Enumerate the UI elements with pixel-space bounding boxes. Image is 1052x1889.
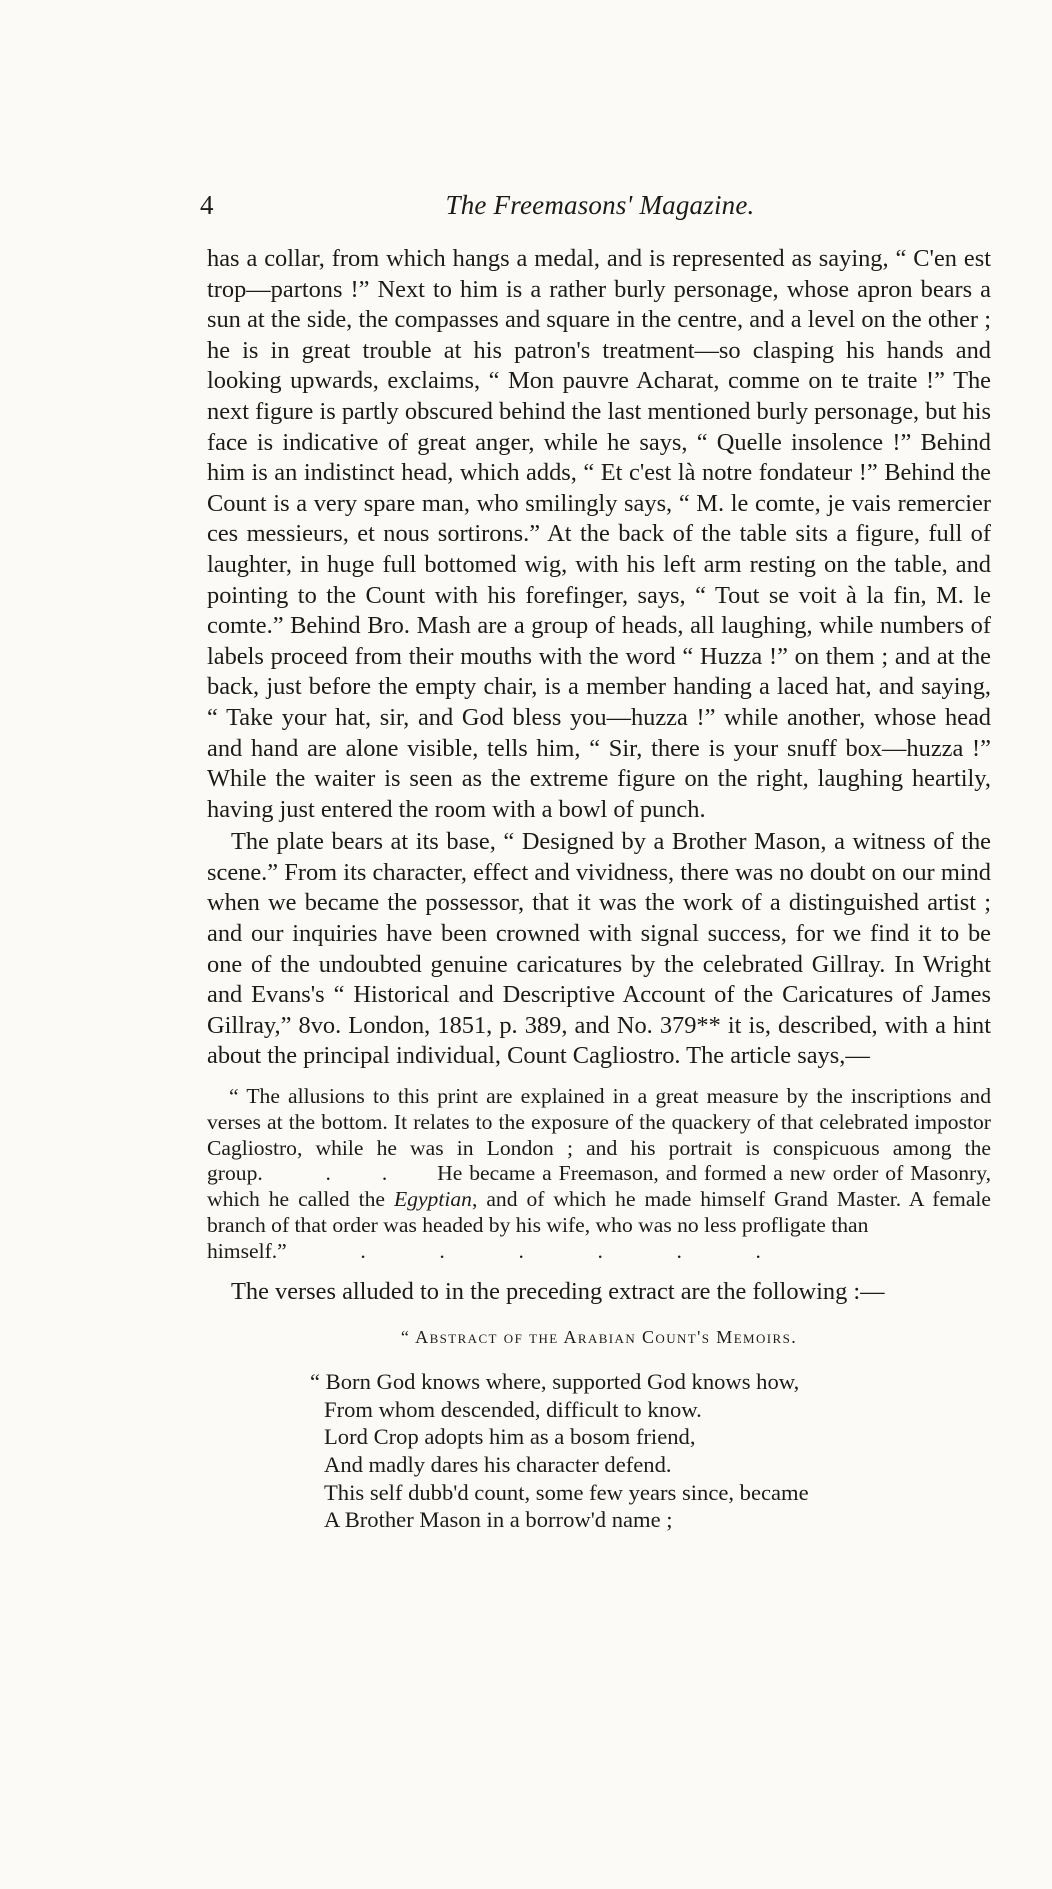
quote-closing-line [207,1239,991,1265]
quote-part-1: “ The allusions to this print are explained in a great measure by the inscriptions and verses at the bottom. It relates to the exposure of the quackery of that celebrated impostor Cagliostro, while he was in London ; and his portrait is conspicuous among the group. [207,1084,991,1186]
paragraph-attribution: The plate bears at its base, “ Designed by a Brother Mason, a witness of the scene.” From its character, effect and vividness, there was no doubt on our mind when we became the possessor, that it was the work of a distinguished artist ; and our inquiries have been crowned with signal success, for we find it to be one of the undoubted genuine caricatures by the celebrated Gillray. In Wright and Evans's “ Historical and Descriptive Account of the Caricatures of James Gillray,” 8vo. London, 1851, p. 389, and No. 379** it is, described, with a hint about the principal individual, Count Cagliostro. The article says,— [207,828,991,1070]
block-quote [207,1084,991,1265]
ellipsis-dot: . [755,1238,761,1263]
verse-line: From whom descended, difficult to know. [324,1396,702,1422]
verse-line: Lord Crop adopts him as a bosom friend, [324,1424,696,1450]
ellipsis-dot: . [439,1238,445,1263]
verse-line: A Brother Mason in a borrow'd name ; [324,1507,673,1533]
verse-line: And madly dares his character defend. [324,1451,672,1477]
verse-title: “ Abstract of the Arabian Count's Memoirs. [400,1327,798,1348]
verses-lead-in: The verses alluded to in the preceding extract are the following :— [231,1277,885,1305]
quote-last-word: himself.” [207,1238,287,1263]
paragraph-description: has a collar, from which hangs a medal, and is represented as saying, “ C'en est trop—partons !” Next to him is a rather burly personage, whose apron bears a sun at the side, the compasses and square in the centre, and a level on the other ; he is in great trouble at his patron's treatment—so clasping his hands and looking upwards, exclaims, “ Mon pauvre Acharat, comme on te traite !” The next figure is partly obscured behind the last mentioned burly personage, but his face is indicative of great anger, while he says, “ Quelle insolence !” Behind him is an indistinct head, which adds, “ Et c'est là notre fondateur !” Behind the Count is a very spare man, who smilingly says, “ M. le comte, je vais remercier ces messieurs, et nous sortirons.” At the back of the table sits a figure, full of laughter, in huge full bottomed wig, with his left arm resting on the table, and pointing to the Count with his forefinger, says, “ Tout se voit à la fin, M. le comte.” Behind Bro. Mash are a group of heads, all laughing, while numbers of labels proceed from their mouths with the word “ Huzza !” on them ; and at the back, just before the empty chair, is a member handing a laced hat, and saying, “ Take your hat, sir, and God bless you—huzza !” while another, whose head and hand are alone visible, tells him, “ Sir, there is your snuff box—huzza !” While the waiter is seen as the extreme figure on the right, laughing heartily, having just entered the room with a bowl of punch. [207,245,991,823]
page-header [200,190,1000,230]
quote-text [207,1084,991,1239]
verse-block [310,1368,991,1534]
running-title: The Freemasons' Magazine. [445,190,755,220]
ellipsis-dot: . [597,1238,603,1263]
article-body [207,244,991,1534]
ellipsis-dot: . [360,1238,366,1263]
quote-italic-word: Egyptian [393,1187,472,1212]
page-number: 4 [200,190,214,220]
verse-line: “ Born God knows where, supported God knows how, [310,1369,800,1395]
quote-part-3: , and of which he made himself Grand Master. A female branch of that order was headed by his wife, who was no less profligate than [207,1187,991,1238]
ellipsis-dot: . [676,1238,682,1263]
quote-part-2: He became a Freemason, and formed a new order of Masonry, which he called the [207,1161,991,1212]
quote-ellipsis: . . [325,1161,410,1186]
verse-line: This self dubb'd count, some few years since, became [324,1479,809,1505]
ellipsis-dot: . [518,1238,524,1263]
